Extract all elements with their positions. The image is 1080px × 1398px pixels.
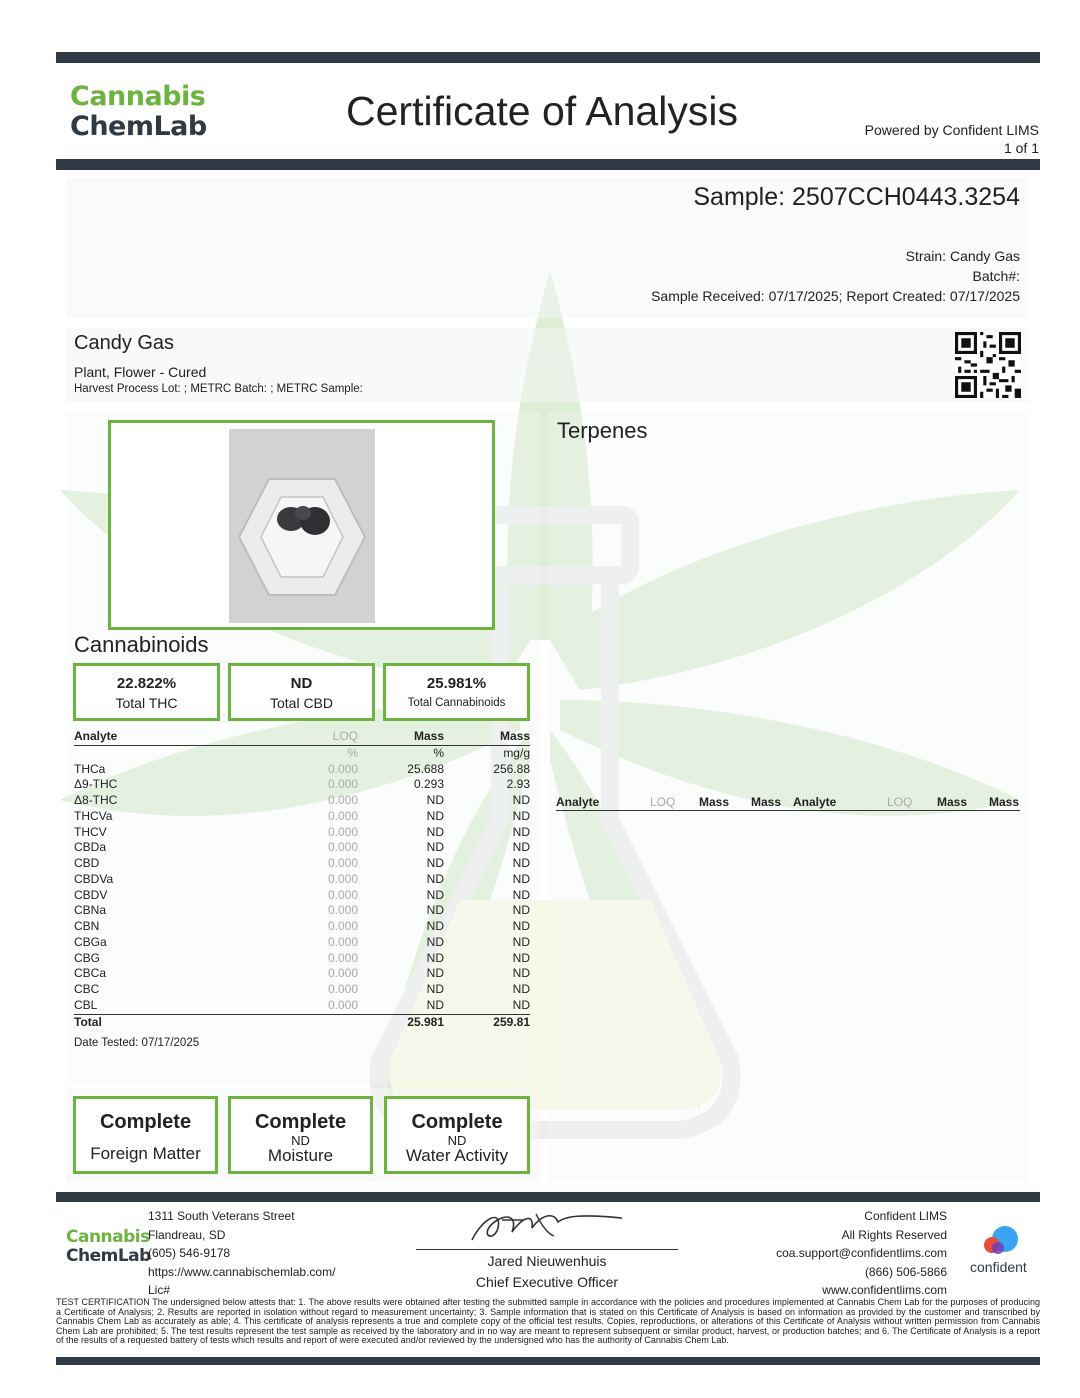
product-type: Plant, Flower - Cured — [74, 364, 207, 380]
analyte-name: CBCa — [74, 966, 107, 981]
analyte-name: THCVa — [74, 808, 113, 823]
terp-col-loq-1: LOQ — [650, 795, 676, 809]
unit-mass-mg: mg/g — [503, 745, 530, 760]
mass-mg-value: ND — [512, 840, 530, 855]
water-activity-status: Complete — [411, 1111, 503, 1133]
water-activity-label: Water Activity — [405, 1146, 509, 1165]
mass-pct-value: ND — [426, 871, 444, 886]
total-cannabinoids-box — [383, 663, 530, 721]
loq-value: 0.000 — [327, 919, 358, 933]
loq-value: 0.000 — [327, 793, 358, 807]
col-loq: LOQ — [274, 729, 358, 745]
total-thc-label: Total THC — [115, 695, 178, 711]
terp-col-mass-3: Mass — [937, 795, 968, 809]
sample-photo — [229, 429, 375, 623]
mass-pct-value: 25.688 — [407, 761, 444, 776]
loq-value: 0.000 — [327, 887, 358, 902]
mass-mg-value: ND — [512, 856, 530, 870]
mass-pct-value: 0.293 — [413, 777, 444, 792]
confident-logo-text: confident — [970, 1259, 1027, 1275]
mass-mg-value: ND — [512, 871, 530, 886]
signature-line — [416, 1249, 678, 1250]
foreign-matter-status: Complete — [99, 1111, 192, 1133]
brand-logo — [70, 82, 207, 142]
table-row — [74, 888, 530, 904]
footer-brand-line2: ChemLab — [66, 1246, 151, 1266]
product-name: Candy Gas — [74, 332, 175, 354]
analyte-name: THCV — [74, 824, 107, 839]
mass-pct-value: ND — [426, 950, 444, 965]
terp-col-mass-1: Mass — [699, 795, 730, 809]
mass-pct-value: ND — [426, 840, 444, 855]
table-row — [74, 777, 530, 793]
unit-loq: % — [347, 745, 358, 760]
lims-website[interactable]: www.confidentlims.com — [822, 1283, 947, 1297]
terpenes-title: Terpenes — [557, 418, 648, 443]
water-activity-box — [384, 1096, 530, 1174]
analyte-name: CBL — [74, 997, 98, 1012]
analyte-name: CBD — [74, 856, 100, 870]
table-row — [74, 982, 530, 998]
mass-pct-value: ND — [426, 997, 444, 1012]
mass-pct-value: ND — [426, 793, 444, 807]
mass-mg-value: 2.93 — [506, 777, 530, 792]
mass-pct-value: ND — [426, 919, 444, 933]
page-number: 1 of 1 — [1003, 140, 1039, 156]
brand-line1: Cannabis — [70, 81, 206, 112]
header-rule — [56, 159, 1040, 170]
lims-contact — [776, 1207, 947, 1300]
analyte-name: CBDV — [74, 887, 108, 902]
mass-mg-value: ND — [512, 997, 530, 1012]
mass-mg-value: ND — [512, 950, 530, 965]
moisture-status: Complete — [254, 1111, 347, 1133]
cannabinoids-table — [74, 729, 530, 1030]
total-mass-pct: 25.981 — [358, 1014, 444, 1030]
loq-value: 0.000 — [327, 966, 358, 981]
mass-mg-value: ND — [512, 966, 530, 981]
confident-logo-icon — [981, 1223, 1023, 1259]
footer-brand-logo — [66, 1228, 151, 1266]
footer-brand-line1: Cannabis — [66, 1227, 150, 1247]
mass-pct-value: ND — [426, 982, 444, 996]
mass-pct-value: ND — [426, 966, 444, 981]
address-phone: (605) 546-9178 — [148, 1246, 231, 1260]
sample-dates: Sample Received: 07/17/2025; Report Created: 07/17/2025 — [651, 288, 1020, 304]
address-city: Flandreau, SD — [148, 1227, 226, 1242]
lab-address — [148, 1207, 335, 1300]
mass-mg-value: ND — [512, 824, 530, 839]
loq-value: 0.000 — [327, 871, 358, 886]
top-rule — [56, 52, 1040, 63]
table-units-row — [74, 745, 530, 761]
water-activity-result: ND — [447, 1133, 467, 1148]
loq-value: 0.000 — [327, 808, 358, 823]
table-row — [74, 856, 530, 872]
loq-value: 0.000 — [327, 982, 358, 996]
lims-name: Confident LIMS — [864, 1209, 947, 1223]
signer-title: Chief Executive Officer — [475, 1274, 619, 1290]
unit-analyte — [74, 745, 274, 761]
unit-mass-pct: % — [433, 745, 444, 760]
table-row — [74, 966, 530, 982]
terpenes-header — [556, 795, 1020, 811]
moisture-result: ND — [291, 1133, 310, 1148]
page-title: Certificate of Analysis — [346, 88, 738, 134]
product-lot: Harvest Process Lot: ; METRC Batch: ; METRC Sample: — [74, 383, 363, 395]
loq-value: 0.000 — [327, 777, 358, 792]
table-row — [74, 809, 530, 825]
table-header-row — [74, 729, 530, 745]
bottom-rule — [56, 1357, 1040, 1365]
loq-value: 0.000 — [327, 950, 358, 965]
brand-line2: ChemLab — [70, 111, 207, 142]
moisture-label: Moisture — [267, 1146, 334, 1165]
terp-col-analyte-1: Analyte — [556, 795, 600, 809]
loq-value: 0.000 — [327, 824, 358, 839]
loq-value: 0.000 — [327, 840, 358, 855]
date-tested: Date Tested: 07/17/2025 — [74, 1037, 200, 1049]
table-row — [74, 872, 530, 888]
col-mass-mg: Mass — [444, 729, 530, 745]
mass-pct-value: ND — [426, 887, 444, 902]
total-cannabinoids-label: Total Cannabinoids — [407, 697, 506, 709]
table-row — [74, 951, 530, 967]
address-website[interactable]: https://www.cannabischemlab.com/ — [148, 1264, 336, 1279]
analyte-name: CBG — [74, 950, 101, 965]
table-row — [74, 793, 530, 809]
powered-by: Powered by Confident LIMS — [864, 122, 1039, 138]
mass-pct-value: ND — [426, 856, 444, 870]
analyte-name: CBDVa — [74, 871, 114, 886]
table-row — [74, 935, 530, 951]
total-label: Total — [74, 1014, 274, 1030]
total-mass-mg: 259.81 — [444, 1014, 530, 1030]
foreign-matter-label: Foreign Matter — [90, 1144, 201, 1163]
mass-mg-value: ND — [512, 919, 530, 933]
terp-col-loq-2: LOQ — [887, 795, 913, 809]
analyte-name: Δ8-THC — [74, 793, 118, 807]
table-row — [74, 998, 530, 1014]
analyte-name: CBC — [74, 982, 100, 996]
signature — [462, 1206, 632, 1246]
batch-number: Batch#: — [972, 268, 1020, 284]
mass-pct-value: ND — [426, 903, 444, 918]
foreign-matter-box — [73, 1096, 218, 1174]
strain: Strain: Candy Gas — [905, 248, 1020, 264]
mass-mg-value: ND — [512, 934, 530, 949]
lims-phone: (866) 506-5866 — [864, 1264, 947, 1279]
terp-col-mass-4: Mass — [989, 795, 1020, 809]
analyte-name: CBGa — [74, 934, 107, 949]
sample-id: Sample: 2507CCH0443.3254 — [693, 183, 1020, 211]
mass-mg-value: ND — [512, 808, 530, 823]
loq-value: 0.000 — [327, 856, 358, 870]
loq-value: 0.000 — [327, 903, 358, 918]
mass-mg-value: ND — [512, 982, 530, 996]
total-loq — [274, 1014, 358, 1030]
col-mass-pct: Mass — [358, 729, 444, 745]
total-thc-value: 22.822% — [116, 675, 177, 692]
mass-pct-value: ND — [426, 934, 444, 949]
mass-mg-value: ND — [512, 887, 530, 902]
col-analyte: Analyte — [74, 729, 274, 745]
analyte-name: CBDa — [74, 840, 107, 855]
loq-value: 0.000 — [327, 761, 358, 776]
loq-value: 0.000 — [327, 997, 358, 1012]
total-cbd-value: ND — [290, 675, 313, 692]
mass-mg-value: 256.88 — [493, 761, 530, 776]
table-row — [74, 762, 530, 778]
mass-pct-value: ND — [426, 808, 444, 823]
cannabinoids-title: Cannabinoids — [74, 632, 209, 657]
analyte-name: CBN — [74, 919, 100, 933]
table-row — [74, 919, 530, 935]
address-license: Lic# — [148, 1283, 171, 1297]
total-cbd-label: Total CBD — [269, 695, 334, 711]
mass-pct-value: ND — [426, 824, 444, 839]
loq-value: 0.000 — [327, 934, 358, 949]
address-street: 1311 South Veterans Street — [148, 1209, 295, 1223]
lims-email[interactable]: coa.support@confidentlims.com — [776, 1246, 947, 1260]
total-cannabinoids-value: 25.981% — [426, 675, 487, 692]
table-row — [74, 903, 530, 919]
table-row — [74, 825, 530, 841]
total-thc-box — [73, 663, 220, 721]
moisture-box — [228, 1096, 373, 1174]
table-total-row — [74, 1014, 530, 1030]
mass-mg-value: ND — [512, 903, 530, 918]
footer-rule — [56, 1192, 1040, 1202]
terp-col-mass-2: Mass — [751, 795, 782, 809]
sample-photo-frame — [108, 420, 495, 630]
lims-rights: All Rights Reserved — [841, 1227, 947, 1242]
analyte-name: THCa — [74, 761, 106, 776]
total-cbd-box — [228, 663, 375, 721]
test-certification: TEST CERTIFICATION The undersigned below attests that: 1. The above results were obtained after testing the submitted sample in accordance with the policies and procedures implemented at Cannabis Chem Lab for the purposes of producing a Certificate of Analysis; 2. Results are reported in isolation without regard to measurement uncertainty; 3. Sample information that is stated on this Certificate of Analysis is based on information as provided by the customer and transcribed by Cannabis Chem Lab as accurately as able; 4. This certificate of analysis represents a true and complete copy of the official test results. Copies, reproductions, or alterations of this Certificate of Analysis without written permission from Cannabis Chem Lab are prohibited; 5. The test results represent the test sample as received by the laboratory and in no way are meant to represent subsequent or similar product, harvest, or production batches; and 6. The Certificate of Analysis is a report of the results of a requested battery of tests which results and report of were executed and/or reviewed by the undersigned who has the authority of Cannabis Chem Lab. — [56, 1298, 1040, 1345]
analyte-name: CBNa — [74, 903, 107, 918]
mass-mg-value: ND — [512, 793, 530, 807]
analyte-name: Δ9-THC — [74, 777, 118, 792]
terp-col-analyte-2: Analyte — [793, 795, 837, 809]
signer-name: Jared Nieuwenhuis — [487, 1253, 607, 1269]
table-row — [74, 840, 530, 856]
qr-code — [955, 332, 1021, 398]
